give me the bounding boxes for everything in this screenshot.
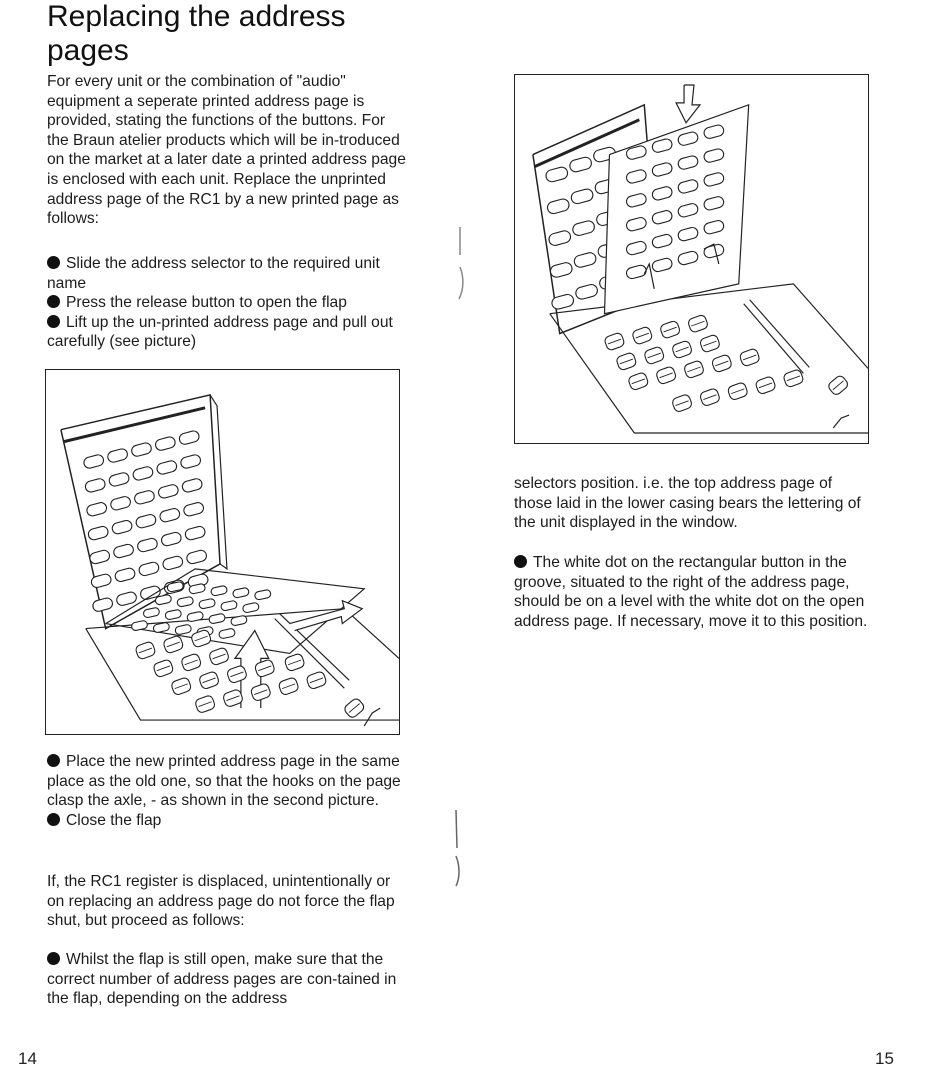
page-number-right: 15 [875, 1049, 894, 1068]
continuation-paragraph: selectors position. i.e. the top address page of those laid in the lower casing bears the lettering of the unit displayed in the window. [514, 475, 861, 532]
binding-mark-lower [450, 808, 470, 890]
step-press-release: Press the release button to open the flap [47, 293, 407, 313]
remove-address-page-illustration [46, 370, 399, 734]
step-place-new-page: Place the new printed address page in the same place as the old one, so that the hooks on the page clasp the axle, - as shown in the second picture. [47, 752, 407, 811]
page-title: Replacing the address pages [47, 0, 346, 67]
steps-list-d [514, 553, 874, 631]
steps-list-a [47, 254, 407, 352]
step-check-pages: Whilst the flap is still open, make sure that the correct number of address pages are con-tained in the flap, depending on the address [47, 950, 407, 1009]
figure-remove-page [45, 369, 400, 735]
binding-mark-upper [452, 225, 472, 305]
step-lift-page: Lift up the un-printed address page and pull out carefully (see picture) [47, 313, 407, 352]
page-number-left: 14 [18, 1049, 37, 1068]
step-slide-selector: Slide the address selector to the required unit name [47, 254, 407, 293]
step-white-dot: The white dot on the rectangular button in the groove, situated to the right of the address page, should be on a level with the white dot on the open address page. If necessary, move it to this position. [514, 553, 874, 631]
steps-list-b [47, 752, 407, 830]
insert-address-page-illustration [515, 75, 868, 443]
warning-paragraph: If, the RC1 register is displaced, unintentionally or on replacing an address page do not force the flap shut, but proceed as follows: [47, 873, 395, 930]
intro-paragraph: For every unit or the combination of "audio" equipment a seperate printed address page is provided, stating the functions of the buttons. For the Braun atelier products which will be in-troduced on the market at a later date a printed address page is enclosed with each unit. Replace the unprinted address page of the RC1 by a new printed page as follows: [47, 73, 406, 228]
steps-list-c [47, 950, 407, 1009]
figure-insert-page [514, 74, 869, 444]
step-close-flap: Close the flap [47, 811, 407, 831]
